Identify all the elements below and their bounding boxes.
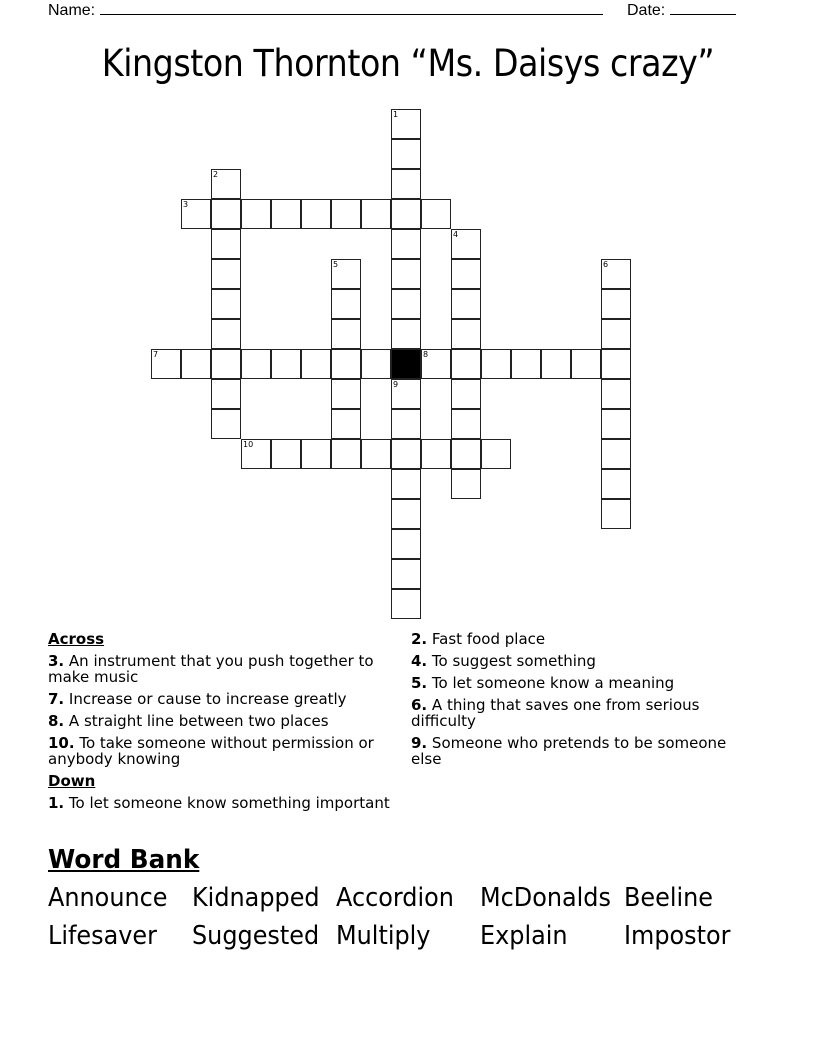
crossword-cell[interactable] <box>391 379 421 409</box>
clues-right-column <box>411 631 751 773</box>
crossword-cell[interactable] <box>451 409 481 439</box>
crossword-cell[interactable] <box>241 439 271 469</box>
crossword-cell[interactable] <box>541 349 571 379</box>
clue-number-label: 8 <box>423 350 429 359</box>
clue-number: 5. <box>411 674 428 692</box>
crossword-cell[interactable] <box>391 169 421 199</box>
crossword-cell[interactable] <box>391 529 421 559</box>
clue-number: 3. <box>48 652 65 670</box>
clue-number-label: 9 <box>393 380 399 389</box>
crossword-cell[interactable] <box>421 439 451 469</box>
name-label: Name: <box>48 2 96 19</box>
word-bank-word: Accordion <box>336 883 454 913</box>
crossword-cell[interactable] <box>391 409 421 439</box>
crossword-cell[interactable] <box>361 439 391 469</box>
crossword-cell[interactable] <box>391 259 421 289</box>
crossword-cell[interactable] <box>601 259 631 289</box>
crossword-cell[interactable] <box>571 349 601 379</box>
clue-text: A straight line between two places <box>68 712 329 730</box>
clue-text: To let someone know a meaning <box>431 674 675 692</box>
crossword-cell[interactable] <box>241 349 271 379</box>
crossword-cell[interactable] <box>331 409 361 439</box>
clue-number-label: 2 <box>213 170 219 179</box>
clue-number: 1. <box>48 794 65 812</box>
clue-across-10 <box>48 735 398 767</box>
crossword-cell[interactable] <box>211 169 241 199</box>
crossword-cell[interactable] <box>391 469 421 499</box>
crossword-cell[interactable] <box>451 289 481 319</box>
crossword-cell[interactable] <box>391 289 421 319</box>
word-bank-word: Kidnapped <box>192 883 320 913</box>
crossword-cell[interactable] <box>601 319 631 349</box>
crossword-cell[interactable] <box>211 289 241 319</box>
crossword-cell[interactable] <box>331 289 361 319</box>
crossword-cell[interactable] <box>151 349 181 379</box>
crossword-cell[interactable] <box>601 469 631 499</box>
crossword-cell[interactable] <box>211 259 241 289</box>
crossword-cell[interactable] <box>331 439 361 469</box>
crossword-cell[interactable] <box>601 379 631 409</box>
clue-across-8 <box>48 713 398 729</box>
clue-text: To suggest something <box>431 652 596 670</box>
crossword-cell[interactable] <box>391 139 421 169</box>
crossword-cell[interactable] <box>391 499 421 529</box>
crossword-cell[interactable] <box>331 379 361 409</box>
clue-down-1 <box>48 795 398 811</box>
crossword-cell[interactable] <box>391 109 421 139</box>
clue-down-9 <box>411 735 751 767</box>
clue-number: 7. <box>48 690 65 708</box>
clue-number: 10. <box>48 734 75 752</box>
crossword-cell[interactable] <box>511 349 541 379</box>
clue-number: 9. <box>411 734 428 752</box>
clue-across-3 <box>48 653 398 685</box>
crossword-cell[interactable] <box>481 439 511 469</box>
clue-text: Someone who pretends to be someone else <box>411 734 727 768</box>
clue-number-label: 7 <box>153 350 159 359</box>
clue-number: 2. <box>411 630 428 648</box>
crossword-cell[interactable] <box>601 289 631 319</box>
crossword-cell[interactable] <box>391 559 421 589</box>
crossword-cell[interactable] <box>271 349 301 379</box>
crossword-cell[interactable] <box>241 199 271 229</box>
crossword-cell[interactable] <box>601 499 631 529</box>
clues-left-column <box>48 631 398 817</box>
clue-text: Increase or cause to increase greatly <box>68 690 347 708</box>
crossword-cell[interactable] <box>211 409 241 439</box>
word-bank-word: Announce <box>48 883 168 913</box>
date-label: Date: <box>627 2 666 19</box>
crossword-cell[interactable] <box>391 589 421 619</box>
crossword-cell[interactable] <box>271 439 301 469</box>
clue-number: 6. <box>411 696 428 714</box>
clue-number: 8. <box>48 712 65 730</box>
crossword-cell[interactable] <box>301 199 331 229</box>
clue-text: To let someone know something important <box>68 794 390 812</box>
crossword-cell[interactable] <box>451 259 481 289</box>
page-title: Kingston Thornton “Ms. Daisys crazy” <box>101 42 715 85</box>
clue-text: An instrument that you push together to make music <box>48 652 374 686</box>
word-bank-word: McDonalds <box>480 883 611 913</box>
crossword-cell[interactable] <box>451 379 481 409</box>
clue-text: Fast food place <box>431 630 546 648</box>
clue-down-4 <box>411 653 751 669</box>
word-bank-word: Beeline <box>624 883 714 913</box>
crossword-cell[interactable] <box>271 199 301 229</box>
crossword-cell[interactable] <box>421 199 451 229</box>
crossword-cell[interactable] <box>451 469 481 499</box>
crossword-cell[interactable] <box>211 379 241 409</box>
crossword-cell[interactable] <box>331 319 361 349</box>
clue-number-label: 5 <box>333 260 339 269</box>
crossword-cell[interactable] <box>181 199 211 229</box>
clue-number-label: 3 <box>183 200 189 209</box>
crossword-cell[interactable] <box>331 349 361 379</box>
clue-number-label: 6 <box>603 260 609 269</box>
crossword-cell[interactable] <box>601 439 631 469</box>
crossword-cell[interactable] <box>331 259 361 289</box>
crossword-cell[interactable] <box>301 439 331 469</box>
clue-across-7 <box>48 691 398 707</box>
clue-text: To take someone without permission or anybody knowing <box>48 734 374 768</box>
clue-down-6 <box>411 697 751 729</box>
crossword-cell[interactable] <box>451 349 481 379</box>
crossword-cell[interactable] <box>391 319 421 349</box>
clue-number-label: 1 <box>393 110 399 119</box>
crossword-cell[interactable] <box>391 229 421 259</box>
crossword-cell[interactable] <box>361 349 391 379</box>
crossword-black-cell <box>391 349 421 379</box>
crossword-cell[interactable] <box>601 409 631 439</box>
crossword-cell[interactable] <box>211 199 241 229</box>
crossword-cell[interactable] <box>211 319 241 349</box>
clue-down-5 <box>411 675 751 691</box>
crossword-cell[interactable] <box>361 199 391 229</box>
word-bank-title: Word Bank <box>48 845 200 875</box>
crossword-cell[interactable] <box>451 319 481 349</box>
word-bank-word: Multiply <box>336 921 431 951</box>
crossword-cell[interactable] <box>181 349 211 379</box>
crossword-cell[interactable] <box>211 349 241 379</box>
clue-number-label: 4 <box>453 230 459 239</box>
crossword-cell[interactable] <box>301 349 331 379</box>
crossword-cell[interactable] <box>421 349 451 379</box>
crossword-cell[interactable] <box>601 349 631 379</box>
clue-number-label: 10 <box>243 440 254 449</box>
crossword-cell[interactable] <box>481 349 511 379</box>
crossword-cell[interactable] <box>331 199 361 229</box>
crossword-cell[interactable] <box>451 229 481 259</box>
word-bank-word: Explain <box>480 921 568 951</box>
crossword-cell[interactable] <box>391 439 421 469</box>
clue-number: 4. <box>411 652 428 670</box>
word-bank-word: Lifesaver <box>48 921 157 951</box>
crossword-cell[interactable] <box>211 229 241 259</box>
across-heading: Across <box>48 630 105 648</box>
crossword-cell[interactable] <box>391 199 421 229</box>
clue-down-2 <box>411 631 751 647</box>
word-bank-word: Suggested <box>192 921 320 951</box>
down-heading: Down <box>48 772 96 790</box>
word-bank-word: Impostor <box>624 921 731 951</box>
crossword-cell[interactable] <box>451 439 481 469</box>
clue-text: A thing that saves one from serious difficulty <box>411 696 700 730</box>
